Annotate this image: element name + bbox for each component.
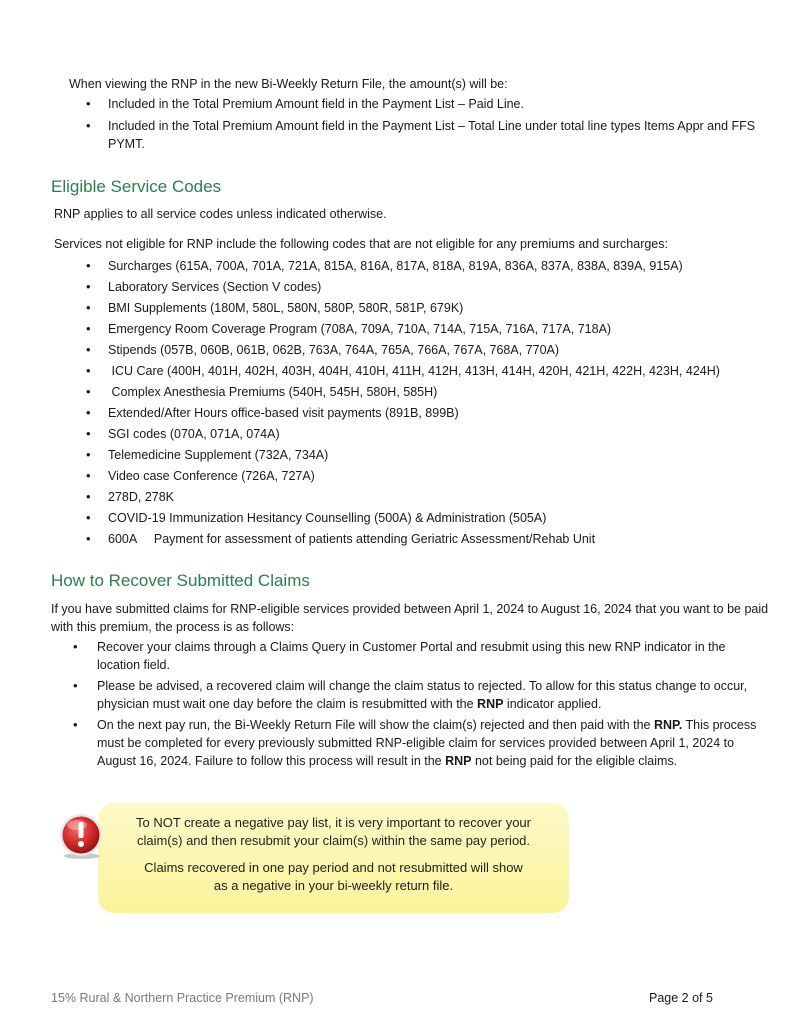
list-item: • Emergency Room Coverage Program (708A, 709A, 710A, 714A, 715A, 716A, 717A, 718A) [86,320,786,341]
list-item: • Surcharges (615A, 700A, 701A, 721A, 815A, 816A, 817A, 818A, 819A, 836A, 837A, 838A, 839A, 915A) [86,257,786,278]
list-item: • Telemedicine Supplement (732A, 734A) [86,446,786,467]
list-item: • Video case Conference (726A, 727A) [86,467,786,488]
list-item: • 278D, 278K [86,488,786,509]
list-item: • Recover your claims through a Claims Query in Customer Portal and resubmit using this new RNP indicator in the location field. [73,638,768,674]
eligible-paragraph-1: RNP applies to all service codes unless indicated otherwise. [54,207,387,221]
footer-title: 15% Rural & Northern Practice Premium (RNP) [51,991,314,1005]
section-heading-eligible: Eligible Service Codes [51,177,222,196]
ineligible-codes-list [86,257,786,551]
recover-steps-list [73,638,768,773]
list-item: • ICU Care (400H, 401H, 402H, 403H, 404H, 410H, 411H, 412H, 413H, 414H, 420H, 421H, 422H, 423H, 424H) [86,362,786,383]
list-item: • Extended/After Hours office-based visit payments (891B, 899B) [86,404,786,425]
list-item: • Laboratory Services (Section V codes) [86,278,786,299]
warning-callout [98,803,569,913]
list-item: • SGI codes (070A, 071A, 074A) [86,425,786,446]
callout-line-2: Claims recovered in one pay period and not resubmitted will show as a negative in your bi-weekly return file. [144,860,523,893]
intro-bullet-list [86,95,786,157]
exclamation-alert-icon [57,812,105,860]
list-item: • BMI Supplements (180M, 580L, 580N, 580P, 580R, 581P, 679K) [86,299,786,320]
list-item: • Included in the Total Premium Amount field in the Payment List – Paid Line. [86,95,786,113]
list-item: • Complex Anesthesia Premiums (540H, 545H, 580H, 585H) [86,383,786,404]
list-item: • Please be advised, a recovered claim will change the claim status to rejected. To allow for this status change to occur, physician must wait one day before the claim is resubmitted with the RNP indicator applied. [73,677,768,713]
list-item: • On the next pay run, the Bi-Weekly Return File will show the claim(s) rejected and then paid with the RNP. This process must be completed for every previously submitted RNP-eligible claim for services provided between April 1, 2024 to August 16, 2024. Failure to follow this process will result in the RNP not being paid for the eligible claims. [73,716,768,770]
eligible-paragraph-2: Services not eligible for RNP include the following codes that are not eligible for any premiums and surcharges: [54,237,668,251]
list-item: • Included in the Total Premium Amount field in the Payment List – Total Line under total line types Items Appr and FFS PYMT. [86,117,786,153]
page-number: Page 2 of 5 [649,991,713,1005]
section-heading-recover: How to Recover Submitted Claims [51,571,310,590]
callout-line-1: To NOT create a negative pay list, it is very important to recover your claim(s) and then resubmit your claim(s) within the same pay period. [136,815,531,848]
list-item: • Stipends (057B, 060B, 061B, 062B, 763A, 764A, 765A, 766A, 767A, 768A, 770A) [86,341,786,362]
list-item: • 600A Payment for assessment of patients attending Geriatric Assessment/Rehab Unit [86,530,786,551]
recover-paragraph: If you have submitted claims for RNP-eligible services provided between April 1, 2024 to August 16, 2024 that you want to be paid with this premium, the process is as follows: [51,602,769,634]
list-item: • COVID-19 Immunization Hesitancy Counselling (500A) & Administration (505A) [86,509,786,530]
intro-text: When viewing the RNP in the new Bi-Weekly Return File, the amount(s) will be: [69,77,508,91]
